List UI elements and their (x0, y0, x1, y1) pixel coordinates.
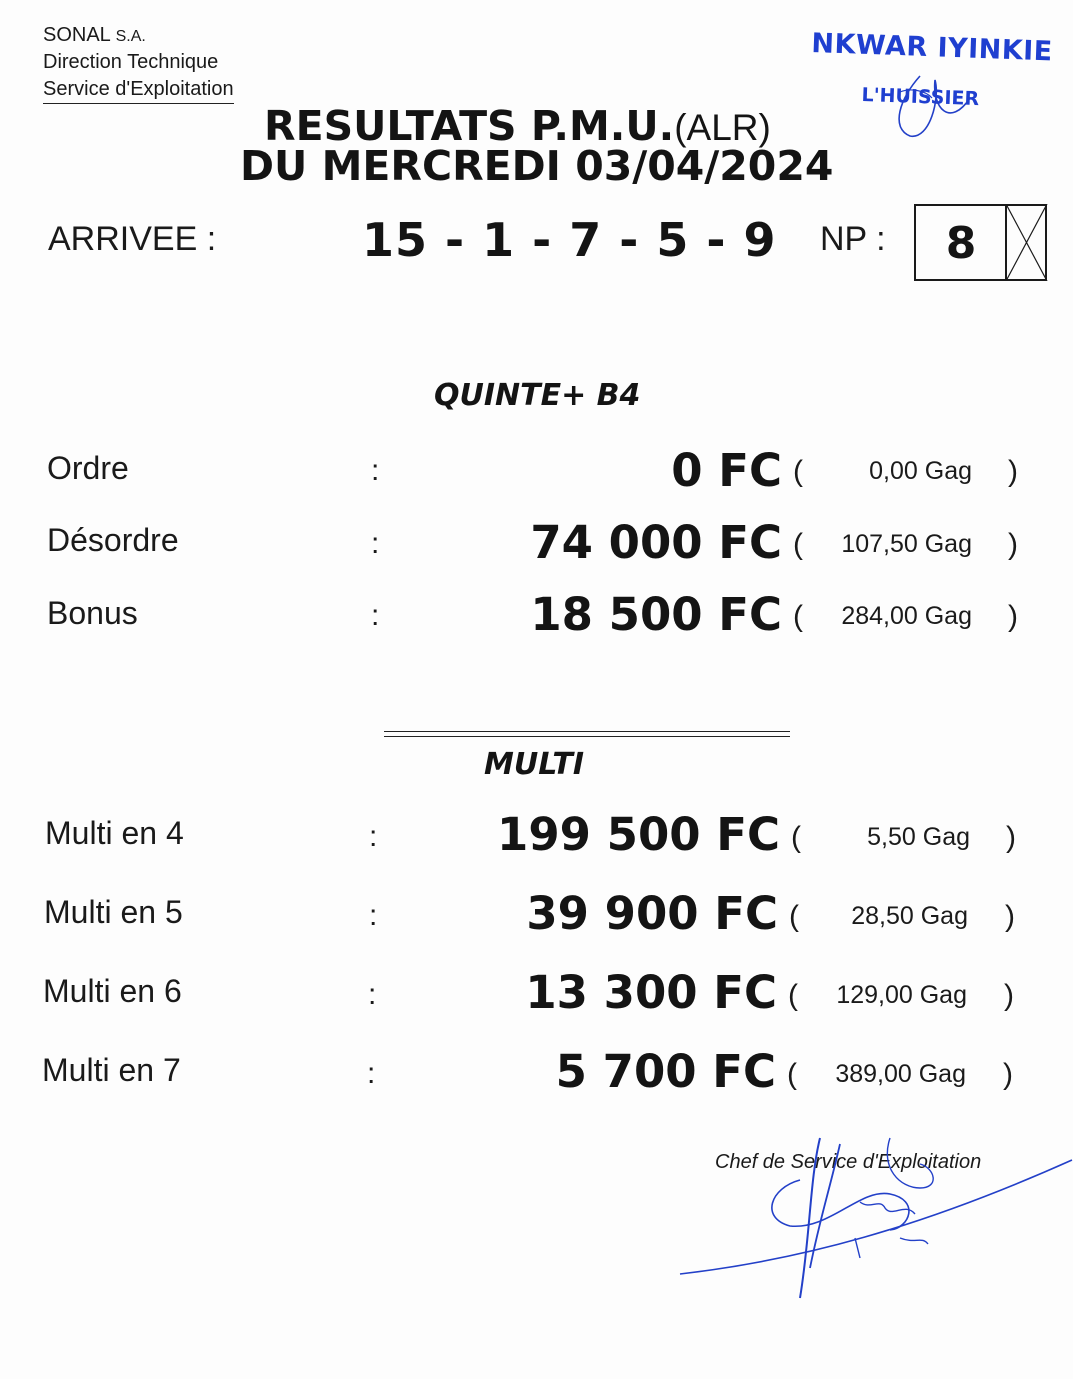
row-amount: 5 700 FC (555, 1045, 776, 1098)
stamp-name: NKWAR IYINKIE (810, 28, 1054, 68)
row-colon: : (369, 820, 378, 853)
np-box (914, 204, 1047, 281)
row-amount: 18 500 FC (530, 588, 782, 641)
row-open-paren: ( (793, 528, 803, 561)
row-open-paren: ( (793, 455, 803, 488)
company-name (43, 22, 146, 50)
company-suffix: S.A. (115, 28, 146, 45)
row-label: Multi en 6 (43, 973, 182, 1009)
row-close-paren: ) (1008, 600, 1018, 633)
row-close-paren: ) (1006, 821, 1016, 854)
row-amount: 74 000 FC (530, 516, 782, 569)
signature-icon (660, 1118, 1073, 1308)
department: Direction Technique (43, 51, 219, 73)
row-gag: 107,50 Gag (841, 530, 972, 558)
row-colon: : (371, 527, 380, 560)
row-label: Multi en 5 (44, 894, 183, 930)
row-label: Ordre (47, 450, 129, 486)
arrivee-label: ARRIVEE : (48, 220, 217, 258)
stamp-scribble-icon (880, 68, 990, 148)
row-open-paren: ( (793, 600, 803, 633)
quinte-title: QUINTE+ B4 (434, 378, 641, 413)
row-amount: 0 FC (671, 444, 782, 497)
row-label: Multi en 4 (45, 815, 184, 851)
np-crossed-cell-icon (1005, 204, 1049, 281)
service: Service d'Exploitation (43, 76, 234, 104)
page-title-line2: DU MERCREDI 03/04/2024 (240, 142, 834, 190)
row-colon: : (371, 454, 380, 487)
row-open-paren: ( (787, 1058, 797, 1091)
title-main: RESULTATS P.M.U. (264, 102, 675, 150)
row-amount: 39 900 FC (526, 887, 778, 940)
row-gag: 28,50 Gag (851, 902, 968, 930)
row-open-paren: ( (788, 979, 798, 1012)
row-close-paren: ) (1008, 455, 1018, 488)
np-label: NP : (820, 220, 886, 258)
row-close-paren: ) (1004, 979, 1014, 1012)
row-open-paren: ( (789, 900, 799, 933)
np-value: 8 (945, 218, 977, 269)
title-suffix: (ALR) (674, 107, 771, 148)
row-close-paren: ) (1008, 528, 1018, 561)
row-colon: : (368, 978, 377, 1011)
row-close-paren: ) (1003, 1058, 1013, 1091)
row-amount: 13 300 FC (525, 966, 777, 1019)
row-gag: 129,00 Gag (836, 981, 967, 1009)
row-gag: 389,00 Gag (835, 1060, 966, 1088)
row-colon: : (369, 899, 378, 932)
row-gag: 0,00 Gag (869, 457, 972, 485)
row-colon: : (367, 1057, 376, 1090)
row-open-paren: ( (791, 821, 801, 854)
row-colon: : (371, 599, 380, 632)
row-label: Désordre (47, 522, 179, 558)
company-name-text: SONAL (43, 24, 111, 46)
signature-caption: Chef de Service d'Exploitation (715, 1151, 982, 1173)
row-label: Multi en 7 (42, 1052, 181, 1088)
row-close-paren: ) (1005, 900, 1015, 933)
row-gag: 5,50 Gag (867, 823, 970, 851)
multi-title: MULTI (484, 747, 584, 782)
row-label: Bonus (47, 595, 138, 631)
section-divider-top (384, 731, 790, 732)
row-amount: 199 500 FC (497, 808, 780, 861)
row-gag: 284,00 Gag (841, 602, 972, 630)
section-divider-bottom (384, 736, 790, 737)
stamp-role: L'HUISSIER (861, 84, 980, 111)
arrivee-numbers: 15 - 1 - 7 - 5 - 9 (362, 213, 777, 267)
